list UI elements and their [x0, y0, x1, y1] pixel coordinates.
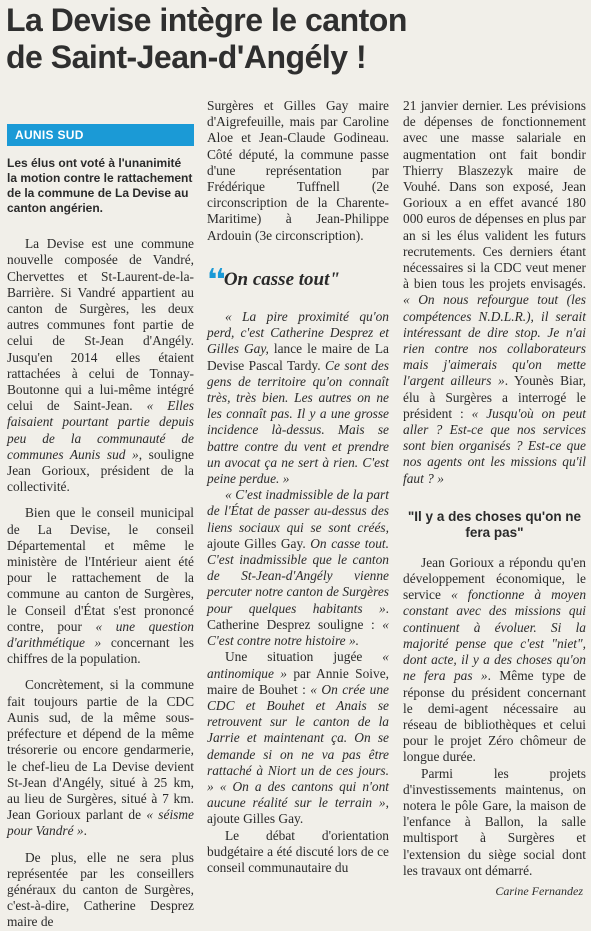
quote-heading: ❛❛On casse tout": [207, 263, 340, 297]
paragraph: Bien que le conseil municipal de La Devise, le conseil Départemental et même le ministère de l'Intérieur aient été pour le rattachement de la commune au canton de Surgères, le Conseil d'État s'est prononcé contre, pour « une question d'arithmétique » concernant les chiffres de la population.: [7, 505, 194, 667]
paragraph: De plus, elle ne sera plus représentée par les conseillers généraux du canton de Surgères, c'est-à-dire, Catherine Desprez maire de: [7, 849, 194, 930]
paragraph: « C'est inadmissible de la part de l'État de passer au-dessus des liens sociaux qui se sont créés, ajoute Gilles Gay. On casse tout. C'est inadmissible que le canton de St-Jean-d'Angély vienne percuter notre canton de Surgères pour quelques habitants ». Catherine Desprez souligne : « C'est contre notre histoire ».: [207, 487, 389, 649]
paragraph: Le débat d'orientation budgétaire a été discuté lors de ce conseil communautaire du: [207, 827, 389, 875]
paragraph: « La pire proximité qu'on perd, c'est Catherine Desprez et Gilles Gay, lance le maire de La Devise Pascal Tardy. Ce sont des gens de territoire qu'on connaît très, très bien. Les autres on ne les connaît pas. Il y a une grosse incidence là-dessus. Mais se battre contre du vent et prendre un avocat ça ne sert à rien. C'est peine perdue. »: [207, 309, 389, 487]
paragraph: Parmi les projets d'investissements maintenus, on notera le pôle Gare, la maison de l'enfance à Ballon, la salle multisport à Surgères et l'extension du siège social dont les travaux ont démarré.: [403, 765, 586, 878]
quote-mark-icon: ❛❛: [207, 263, 224, 297]
paragraph: Surgères et Gilles Gay maire d'Aigrefeuille, mais par Caroline Aloe et Jean-Claude Godineau. Côté député, la commune passe d'une représentation par Frédérique Tuffnell (2e circonscription de la Charente-Maritime) à Jean-Philippe Ardouin (3e circonscription).: [207, 98, 389, 243]
paragraph: 21 janvier dernier. Les prévisions de dépenses de fonctionnement avec une masse salariale en augmentation ont fait bondir Thierry Blaszezyk maire de Vouhé. Dans son exposé, Jean Gorioux a en effet avancé 180 000 euros de dépenses en plus par an si les élus valident les futurs recrutements. Ces derniers étant nécessaires si la CDC veut mener à bien tous les projets envisagés. « On nous refourgue tout (les compétences N.D.L.R.), il serait intéressant de dire stop. Je n'ai rien contre nos collaborateurs mais j'aimerais qu'on mette l'argent ailleurs ». Younès Biar, élu à Surgères a interrogé le président : « Jusqu'où on peut aller ? Est-ce que nos services sont bien organisés ? Est-ce que nos agents ont les missions qu'il faut ? »: [403, 98, 586, 486]
article-lead: Les élus ont voté à l'unanimité la motion contre le rattachement de la commune de La Devise au canton angérien.: [7, 156, 193, 216]
byline: Carine Fernandez: [495, 884, 583, 898]
subheading: "Il y a des choses qu'on ne fera pas": [407, 508, 582, 540]
paragraph: La Devise est une commune nouvelle composée de Vandré, Chervettes et St-Laurent-de-la-Barrière. Si Vandré appartient au canton de Surgères, les deux autres communes font partie de celui de St-Jean d'Angély. Jusqu'en 2014 elles étaient rattachées à celui de Tonnay-Boutonne qui a lui-même intégré celui de Saint-Jean. « Elles faisaient pourtant partie depuis peu de la communauté de communes Aunis sud », souligne Jean Gorioux, président de la collectivité.: [7, 236, 195, 495]
section-label: AUNIS SUD: [7, 124, 194, 146]
paragraph: Une situation jugée « antinomique » par Annie Soive, maire de Bouhet : « On crée une CDC et Bouhet et Anais se retrouvent sur le canton de la Jarrie et maintenant ça. On se demande si on ne va pas être rattaché à Niort un de ces jours. » « On a des cantons qui n'ont aucune réalité sur le terrain », ajoute Gilles Gay.: [207, 649, 389, 827]
headline-line-2: de Saint-Jean-d'Angély !: [6, 39, 367, 75]
article-column-3: [403, 98, 586, 879]
headline: [6, 2, 586, 76]
headline-line-1: La Devise intègre le canton: [6, 2, 407, 38]
paragraph: Jean Gorioux a répondu qu'en développement économique, le service « fonctionne à moyen constant avec des missions qui continuent à évoluer. Si la majorité pense que c'est "niet", dont acte, il y a des choses qu'on ne fera pas ». Même type de réponse du président concernant le demi-agent nécessaire au réseau de bibliothèques et celui pour le projet Zéro chômeur de longue durée.: [403, 554, 587, 765]
article-column-2: [207, 98, 389, 876]
article-column-1: [7, 104, 194, 931]
paragraph: Concrètement, si la commune fait toujours partie de la CDC Aunis sud, de la même sous-préfecture et dépend de la même trésorerie ou encore gendarmerie, le chef-lieu de La Devise devient St-Jean d'Angély, situé à 25 km, au lieu de Surgères, situé à 7 km. Jean Gorioux parlant de « séisme pour Vandré ».: [7, 677, 194, 839]
